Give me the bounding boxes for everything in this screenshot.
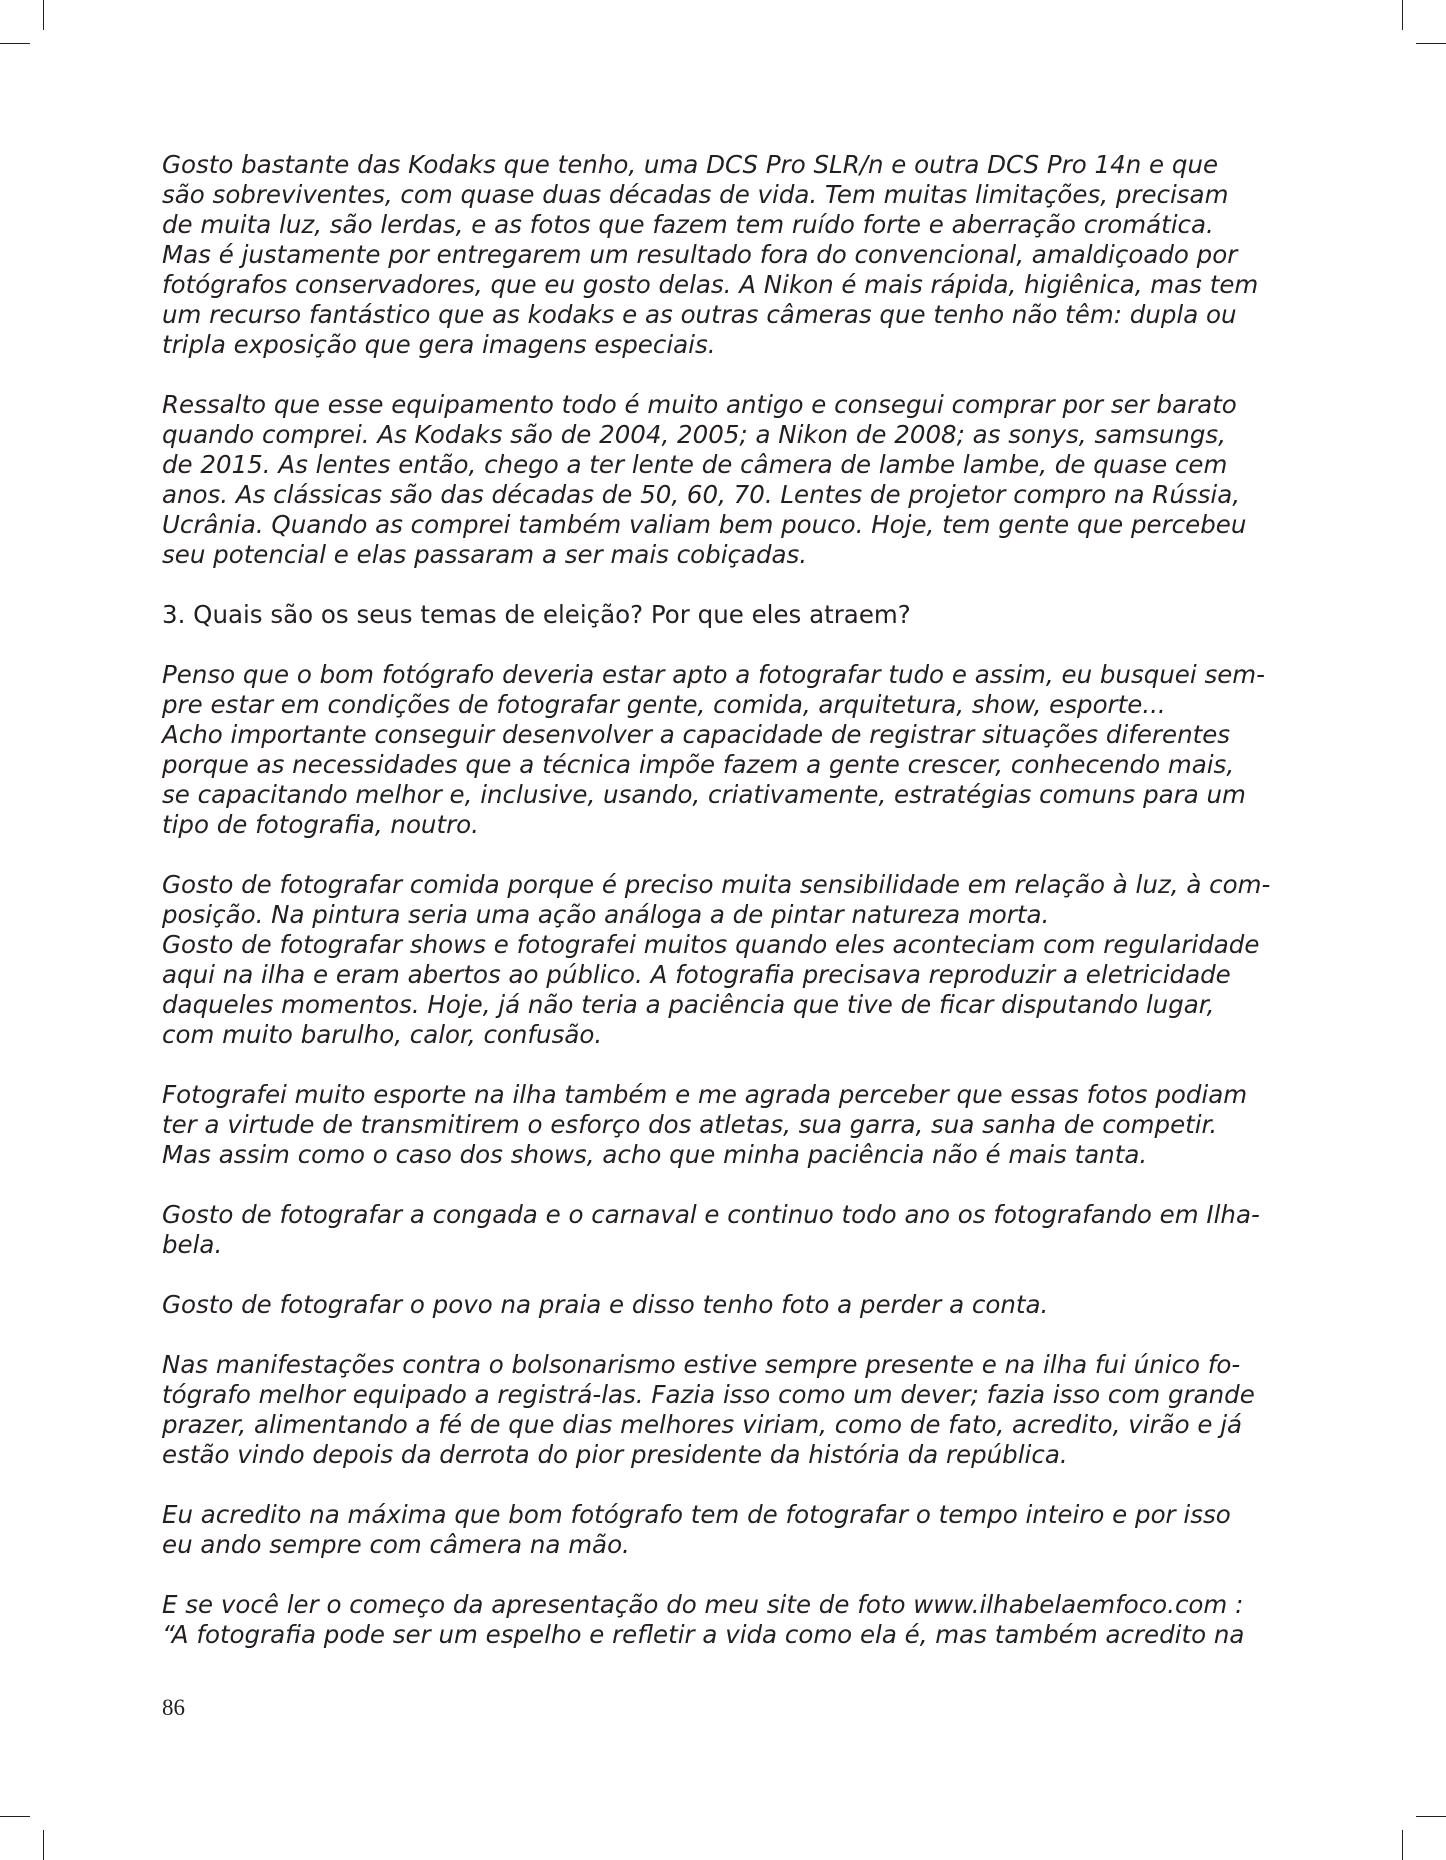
paragraph-spacer — [162, 1560, 1275, 1590]
paragraph-spacer — [162, 1260, 1275, 1290]
text-line: posição. Na pintura seria uma ação análoga a de pintar natureza morta. — [162, 900, 1050, 929]
paragraph — [162, 1080, 1275, 1170]
crop-mark-bottom-right — [1416, 1816, 1446, 1817]
text-line: pre estar em condições de fotografar gente, comida, arquitetura, show, esporte... — [162, 690, 1166, 719]
text-line: daqueles momentos. Hoje, já não teria a paciência que tive de ficar disputando lugar, — [162, 990, 1215, 1019]
text-line: fotógrafos conservadores, que eu gosto delas. A Nikon é mais rápida, higiênica, mas tem — [162, 270, 1259, 299]
text-line: quando comprei. As Kodaks são de 2004, 2005; a Nikon de 2008; as sonys, samsungs, — [162, 420, 1226, 449]
paragraph-spacer — [162, 630, 1275, 660]
crop-mark-top-right — [1416, 43, 1446, 44]
text-line: E se você ler o começo da apresentação do meu site de foto www.ilhabelaemfoco.com : — [162, 1590, 1244, 1619]
paragraph — [162, 1500, 1275, 1560]
paragraph-spacer — [162, 570, 1275, 600]
text-line: estão vindo depois da derrota do pior presidente da história da república. — [162, 1440, 1068, 1469]
paragraph-spacer — [162, 1170, 1275, 1200]
page-body-text — [162, 150, 1275, 1650]
text-line: bela. — [162, 1230, 223, 1259]
crop-mark-bottom-left — [0, 1816, 30, 1817]
paragraph — [162, 1590, 1275, 1650]
crop-mark-top-left — [43, 0, 44, 30]
text-line: Fotografei muito esporte na ilha também e me agrada perceber que essas fotos podiam — [162, 1080, 1248, 1109]
paragraph — [162, 390, 1275, 570]
text-line: eu ando sempre com câmera na mão. — [162, 1530, 630, 1559]
text-line: Eu acredito na máxima que bom fotógrafo tem de fotografar o tempo inteiro e por isso — [162, 1500, 1231, 1529]
text-line: Mas assim como o caso dos shows, acho que minha paciência não é mais tanta. — [162, 1140, 1148, 1169]
crop-mark-bottom-left — [43, 1830, 44, 1860]
text-line: tipo de fotografia, noutro. — [162, 810, 479, 839]
paragraph-spacer — [162, 1470, 1275, 1500]
paragraph-spacer — [162, 360, 1275, 390]
paragraph — [162, 660, 1275, 840]
paragraph-spacer — [162, 1320, 1275, 1350]
text-line: se capacitando melhor e, inclusive, usando, criativamente, estratégias comuns para um — [162, 780, 1246, 809]
text-line: de 2015. As lentes então, chego a ter lente de câmera de lambe lambe, de quase cem — [162, 450, 1228, 479]
text-line: Gosto de fotografar shows e fotografei muitos quando eles aconteciam com regularidade — [162, 930, 1260, 959]
text-line: Acho importante conseguir desenvolver a capacidade de registrar situações diferentes — [162, 720, 1231, 749]
text-line: Mas é justamente por entregarem um resultado fora do convencional, amaldiçoado por — [162, 240, 1238, 269]
text-line: seu potencial e elas passaram a ser mais cobiçadas. — [162, 540, 808, 569]
text-line: Gosto de fotografar comida porque é preciso muita sensibilidade em relação à luz, à com- — [162, 870, 1271, 899]
text-line: aqui na ilha e eram abertos ao público. A fotografia precisava reproduzir a eletricidade — [162, 960, 1231, 989]
text-line: de muita luz, são lerdas, e as fotos que fazem tem ruído forte e aberração cromática. — [162, 210, 1214, 239]
text-line: Gosto de fotografar o povo na praia e disso tenho foto a perder a conta. — [162, 1290, 1049, 1319]
paragraph-spacer — [162, 1050, 1275, 1080]
text-line: “A fotografia pode ser um espelho e refletir a vida como ela é, mas também acredito na — [162, 1620, 1245, 1649]
question-heading — [162, 600, 1275, 630]
page-number: 86 — [162, 1695, 185, 1720]
paragraph — [162, 1350, 1275, 1470]
text-line: com muito barulho, calor, confusão. — [162, 1020, 603, 1049]
paragraph — [162, 1290, 1275, 1320]
text-line: Penso que o bom fotógrafo deveria estar apto a fotografar tudo e assim, eu busquei sem- — [162, 660, 1266, 689]
crop-mark-top-left — [0, 43, 30, 44]
crop-mark-top-right — [1402, 0, 1403, 30]
text-line: são sobreviventes, com quase duas décadas de vida. Tem muitas limitações, precisam — [162, 180, 1229, 209]
text-line: tógrafo melhor equipado a registrá-las. Fazia isso como um dever; fazia isso com grande — [162, 1380, 1255, 1409]
crop-mark-bottom-right — [1402, 1830, 1403, 1860]
text-line: prazer, alimentando a fé de que dias melhores viriam, como de fato, acredito, virão e já — [162, 1410, 1243, 1439]
text-line: 3. Quais são os seus temas de eleição? Por que eles atraem? — [162, 600, 911, 629]
paragraph — [162, 1200, 1275, 1260]
paragraph — [162, 870, 1275, 1050]
text-line: Ressalto que esse equipamento todo é muito antigo e consegui comprar por ser barato — [162, 390, 1237, 419]
text-line: Gosto de fotografar a congada e o carnaval e continuo todo ano os fotografando em Ilha- — [162, 1200, 1260, 1229]
text-line: anos. As clássicas são das décadas de 50, 60, 70. Lentes de projetor compro na Rússia, — [162, 480, 1240, 509]
paragraph — [162, 150, 1275, 360]
text-line: Gosto bastante das Kodaks que tenho, uma DCS Pro SLR/n e outra DCS Pro 14n e que — [162, 150, 1219, 179]
text-line: um recurso fantástico que as kodaks e as outras câmeras que tenho não têm: dupla ou — [162, 300, 1237, 329]
text-line: Ucrânia. Quando as comprei também valiam bem pouco. Hoje, tem gente que percebeu — [162, 510, 1247, 539]
text-line: porque as necessidades que a técnica impõe fazem a gente crescer, conhecendo mais, — [162, 750, 1235, 779]
text-line: Nas manifestações contra o bolsonarismo estive sempre presente e na ilha fui único fo- — [162, 1350, 1241, 1379]
text-line: ter a virtude de transmitirem o esforço dos atletas, sua garra, sua sanha de competir. — [162, 1110, 1218, 1139]
paragraph-spacer — [162, 840, 1275, 870]
text-line: tripla exposição que gera imagens especiais. — [162, 330, 716, 359]
